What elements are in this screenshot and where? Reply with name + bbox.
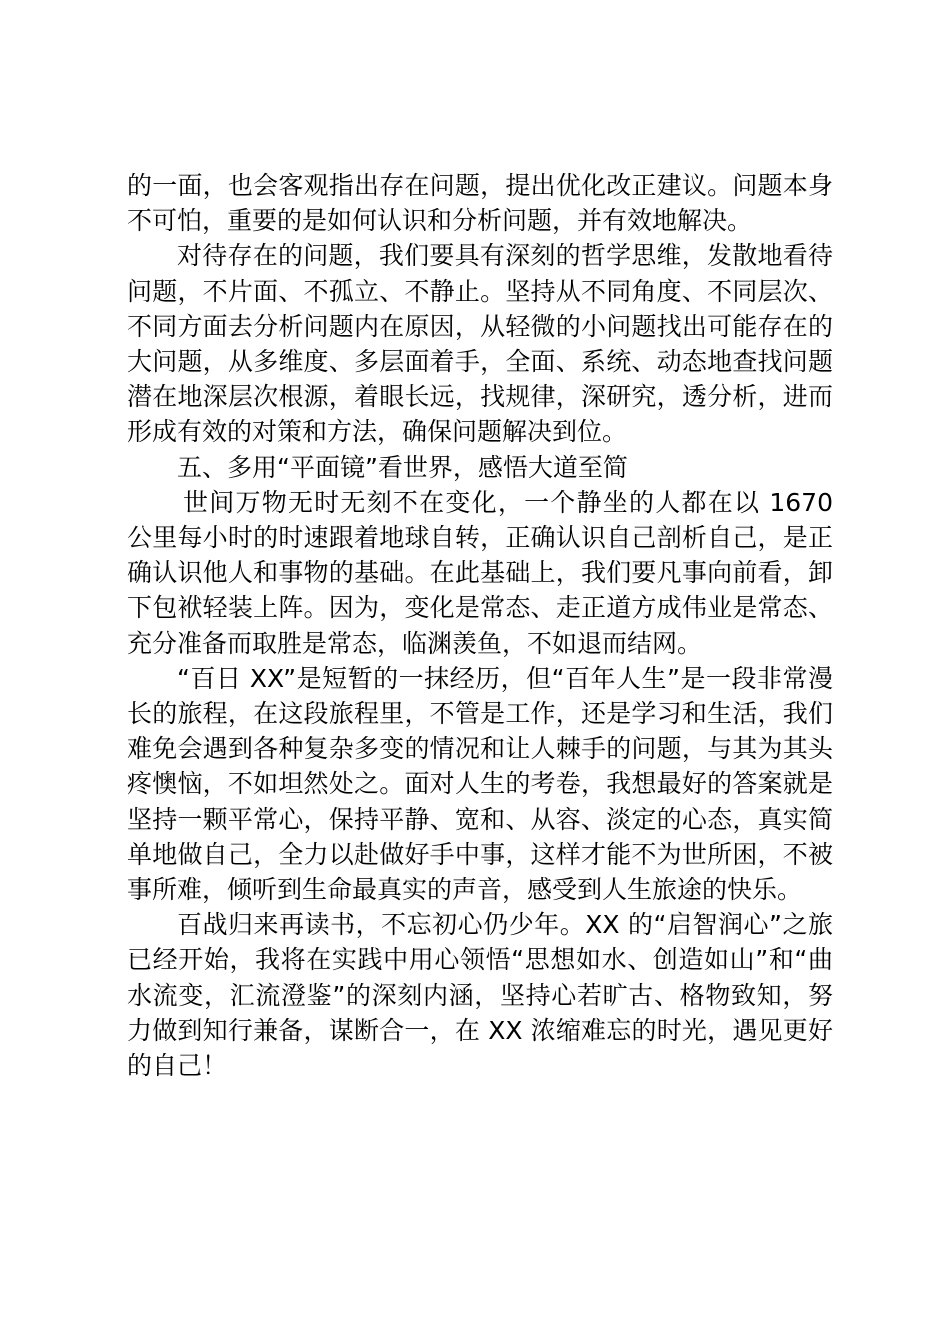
section-heading-five: 五、多用“平面镜”看世界，感悟大道至简: [177, 452, 628, 482]
paragraph-conclusion: 百战归来再读书，不忘初心仍少年。XX 的“启智润心”之旅已经开始，我将在实践中用心领悟“思想如水、创造如山”和“曲水流变，汇流澄鉴”的深刻内涵，坚持心若旷古、格物致知，努力做到知行兼备，谋断合一，在 XX 浓缩难忘的时光，遇见更好的自己！: [127, 910, 833, 1081]
document-body: [127, 168, 833, 1083]
paragraph-continuation: 的一面，也会客观指出存在问题，提出优化改正建议。问题本身不可怕，重要的是如何认识和分析问题，并有效地解决。: [127, 171, 833, 236]
paragraph-world-change: 世间万物无时无刻不在变化，一个静坐的人都在以 1670 公里每小时的时速跟着地球自转，正确认识自己剖析自己，是正确认识他人和事物的基础。在此基础上，我们要凡事向前看，卸下包袱轻装上阵。因为，变化是常态、走正道方成伟业是常态、充分准备而取胜是常态，临渊羡鱼，不如退而结网。: [127, 487, 833, 658]
paragraph-life-journey: “百日 XX”是短暂的一抹经历，但“百年人生”是一段非常漫长的旅程，在这段旅程里，不管是工作，还是学习和生活，我们难免会遇到各种复杂多变的情况和让人棘手的问题，与其为其头疼懊恼，不如坦然处之。面对人生的考卷，我想最好的答案就是坚持一颗平常心，保持平静、宽和、从容、淡定的心态，真实简单地做自己，全力以赴做好手中事，这样才能不为世所困，不被事所难，倾听到生命最真实的声音，感受到人生旅途的快乐。: [127, 663, 833, 905]
paragraph-problem-analysis: 对待存在的问题，我们要具有深刻的哲学思维，发散地看待问题，不片面、不孤立、不静止。坚持从不同角度、不同层次、不同方面去分析问题内在原因，从轻微的小问题找出可能存在的大问题，从多维度、多层面着手，全面、系统、动态地查找问题潜在地深层次根源，着眼长远，找规律，深研究，透分析，进而形成有效的对策和方法，确保问题解决到位。: [127, 241, 833, 447]
